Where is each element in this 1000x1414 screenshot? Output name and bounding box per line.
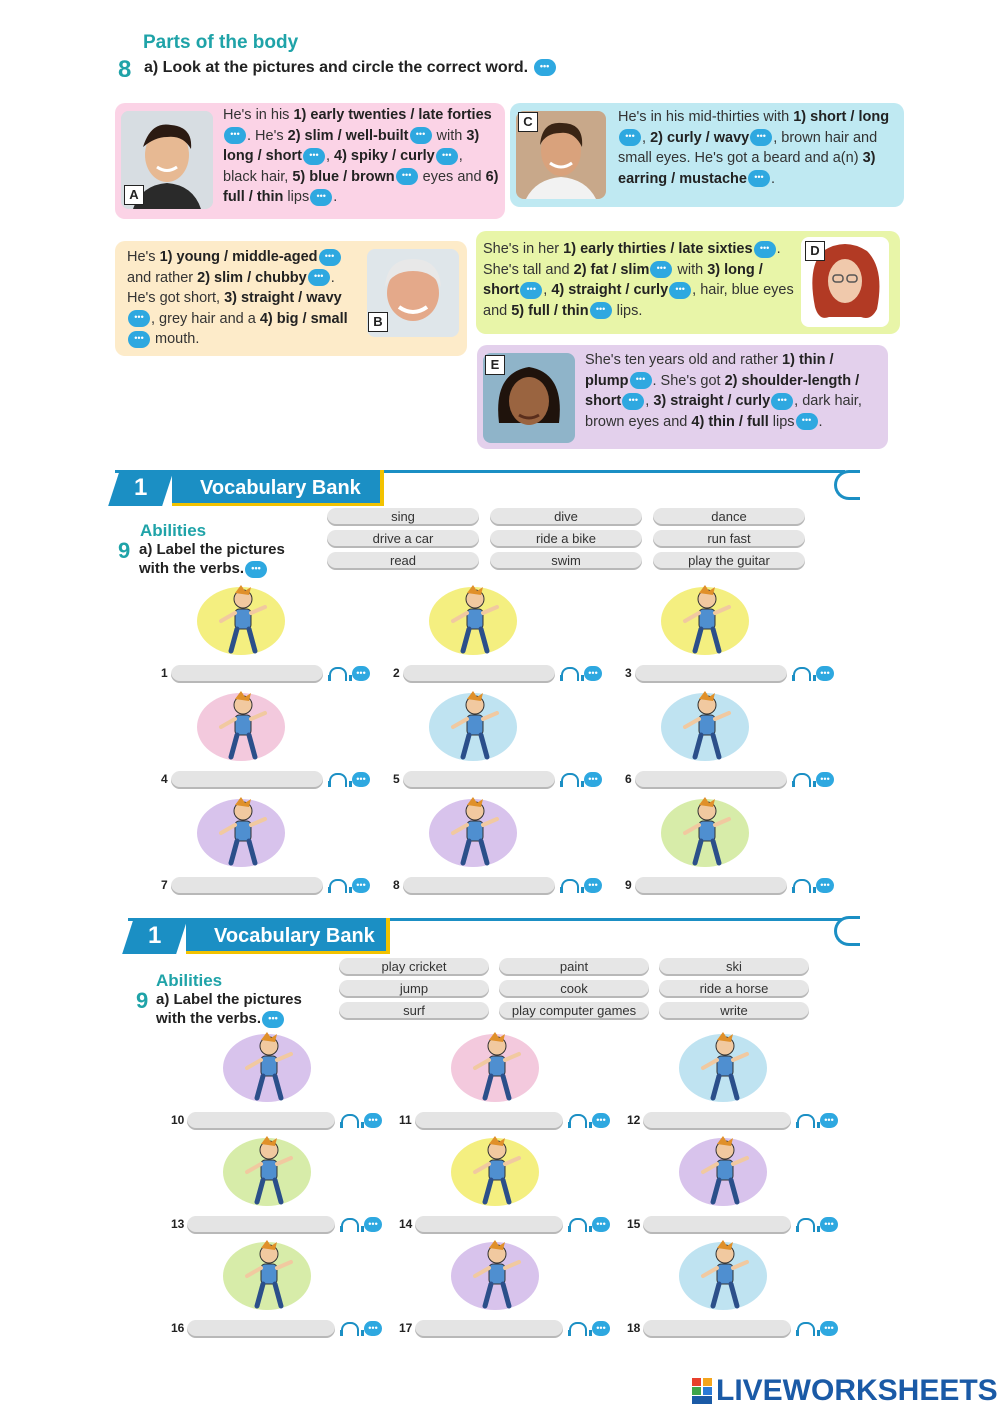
text: He's in his <box>223 107 294 123</box>
text: , <box>325 148 334 164</box>
photo-letter-a: A <box>124 185 144 205</box>
text: , <box>642 129 651 146</box>
item-number: 12 <box>627 1113 641 1127</box>
item-number: 5 <box>393 772 400 786</box>
ellipsis-bubble-icon[interactable] <box>584 772 602 787</box>
text: . He's <box>247 127 288 144</box>
illustration <box>673 1130 773 1210</box>
word-bank-item[interactable]: play cricket <box>339 958 489 976</box>
ellipsis-bubble-icon[interactable] <box>262 1011 284 1028</box>
choice[interactable]: 2) curly / wavy <box>650 129 750 146</box>
instruction-text: a) Look at the pictures and circle the correct word. <box>144 59 529 76</box>
instruction-line: with the verbs.••• <box>139 559 285 578</box>
illustration <box>423 685 523 765</box>
word-bank-item[interactable]: dance <box>653 508 805 526</box>
answer-input[interactable] <box>171 771 323 789</box>
choice[interactable]: 1) short / long <box>793 109 890 125</box>
item-number: 14 <box>399 1217 413 1231</box>
exercise-number: 9 <box>136 988 149 1013</box>
card-d-text <box>483 239 795 321</box>
ellipsis-bubble-icon[interactable] <box>310 189 332 206</box>
headphones-icon[interactable] <box>791 771 811 789</box>
illustration <box>191 685 291 765</box>
ellipsis-bubble-icon[interactable] <box>128 331 150 348</box>
ellipsis-bubble-icon[interactable] <box>592 1113 610 1128</box>
headphones-icon[interactable] <box>559 771 579 789</box>
ellipsis-bubble-icon[interactable] <box>436 148 458 165</box>
exercise-instruction <box>156 990 302 1028</box>
text: lips <box>768 413 795 430</box>
text: , dark hair, brown eyes and <box>585 393 862 430</box>
illustration <box>673 1026 773 1106</box>
word-bank-item[interactable]: swim <box>490 552 642 570</box>
description-card-b <box>115 241 467 356</box>
ellipsis-bubble-icon[interactable] <box>820 1321 838 1336</box>
card-c-text <box>618 107 902 189</box>
text: She's in her <box>483 241 564 257</box>
ellipsis-bubble-icon[interactable] <box>820 1113 838 1128</box>
ellipsis-bubble-icon[interactable] <box>590 302 612 319</box>
answer-input[interactable] <box>635 771 787 789</box>
ellipsis-bubble-icon[interactable] <box>771 393 793 410</box>
word-bank-item[interactable]: run fast <box>653 530 805 548</box>
illustration <box>217 1130 317 1210</box>
ellipsis-bubble-icon[interactable] <box>816 666 834 681</box>
choice[interactable]: 4) spiky / curly <box>334 148 435 164</box>
ellipsis-bubble-icon[interactable] <box>592 1321 610 1336</box>
headphones-icon[interactable] <box>567 1216 587 1234</box>
text: eyes and <box>422 168 486 185</box>
answer-input[interactable] <box>403 771 555 789</box>
liveworksheets-logo-icon <box>692 1378 712 1404</box>
unit-number: 1 <box>122 918 188 954</box>
word-bank-item[interactable]: play the guitar <box>653 552 805 570</box>
text: and rather <box>127 269 198 286</box>
ellipsis-bubble-icon[interactable] <box>520 282 542 299</box>
choice[interactable]: 4) straight / curly <box>551 282 669 298</box>
text: mouth. <box>151 331 200 347</box>
answer-input[interactable] <box>403 665 555 683</box>
text: . She's got <box>652 372 725 389</box>
illustration <box>673 1234 773 1314</box>
item-number: 11 <box>399 1113 412 1127</box>
item-number: 6 <box>625 772 632 786</box>
headphones-icon[interactable] <box>567 1112 587 1130</box>
headphones-icon[interactable] <box>339 1216 359 1234</box>
illustration <box>423 791 523 871</box>
exercise-number: 9 <box>118 538 131 563</box>
word-bank-item[interactable]: ride a bike <box>490 530 642 548</box>
word-bank-item[interactable]: jump <box>339 980 489 998</box>
ellipsis-bubble-icon[interactable] <box>364 1217 382 1232</box>
ellipsis-bubble-icon[interactable] <box>669 282 691 299</box>
illustration <box>423 579 523 659</box>
ellipsis-bubble-icon[interactable] <box>224 127 246 144</box>
ellipsis-bubble-icon[interactable] <box>622 393 644 410</box>
choice[interactable]: 1) young / middle-aged <box>159 249 318 265</box>
illustration <box>191 791 291 871</box>
answer-input[interactable] <box>187 1320 335 1338</box>
answer-input[interactable] <box>187 1216 335 1234</box>
headphones-icon[interactable] <box>791 877 811 895</box>
headphones-icon[interactable] <box>795 1216 815 1234</box>
description-card-a <box>115 103 505 219</box>
word-bank-item[interactable]: ski <box>659 958 809 976</box>
illustration <box>655 685 755 765</box>
choice[interactable]: 3) straight / curly <box>653 393 771 409</box>
item-number: 4 <box>161 772 168 786</box>
item-number: 2 <box>393 666 400 680</box>
headphones-icon[interactable] <box>791 665 811 683</box>
headphones-icon[interactable] <box>559 877 579 895</box>
text: . She's tall and <box>483 241 781 278</box>
ellipsis-bubble-icon[interactable] <box>303 148 325 165</box>
vocab-bank-title: Vocabulary Bank <box>186 918 390 954</box>
word-bank-item[interactable]: dive <box>490 508 642 526</box>
headphones-icon[interactable] <box>795 1112 815 1130</box>
choice[interactable]: 1) early twenties / late forties <box>293 107 492 123</box>
ellipsis-bubble-icon[interactable] <box>319 249 341 266</box>
word-bank-item[interactable]: write <box>659 1002 809 1020</box>
text: , <box>543 282 552 298</box>
exercise-instruction <box>139 540 285 578</box>
answer-input[interactable] <box>171 877 323 895</box>
text: lips. <box>612 302 643 319</box>
ellipsis-bubble-icon[interactable] <box>352 878 370 893</box>
item-number: 10 <box>171 1113 185 1127</box>
answer-input[interactable] <box>635 665 787 683</box>
ellipsis-bubble-icon[interactable] <box>754 241 776 258</box>
item-number: 18 <box>627 1321 641 1335</box>
photo-letter-c: C <box>518 112 538 132</box>
text: . <box>333 189 338 205</box>
choice[interactable]: 5) full / thin <box>511 302 589 319</box>
headphones-icon[interactable] <box>567 1320 587 1338</box>
ellipsis-bubble-icon[interactable] <box>396 168 418 185</box>
word-bank-item[interactable]: surf <box>339 1002 489 1020</box>
word-bank-item[interactable]: read <box>327 552 479 570</box>
item-number: 7 <box>161 878 168 892</box>
ellipsis-bubble-icon[interactable] <box>534 59 556 76</box>
text: . <box>818 413 823 430</box>
choice[interactable]: 2) slim / chubby <box>197 269 307 286</box>
ellipsis-bubble-icon[interactable] <box>820 1217 838 1232</box>
text: lips <box>283 189 310 205</box>
text: , <box>645 393 654 409</box>
instruction-line: with the verbs.••• <box>156 1009 302 1028</box>
illustration <box>655 579 755 659</box>
ellipsis-bubble-icon[interactable] <box>796 413 818 430</box>
text: . He's got short, <box>127 269 335 306</box>
section-title: Parts of the body <box>143 32 299 53</box>
unit-number: 1 <box>108 470 174 506</box>
choice[interactable]: 1) thin / plump <box>585 352 834 389</box>
word-bank-item[interactable]: sing <box>327 508 479 526</box>
liveworksheets-logo: LIVEWORKSHEETS <box>716 1374 998 1407</box>
instruction-line: a) Label the pictures <box>156 991 302 1008</box>
answer-input[interactable] <box>171 665 323 683</box>
choice[interactable]: 3) straight / wavy <box>224 290 342 306</box>
card-a-text <box>223 105 499 208</box>
headphones-icon[interactable] <box>339 1320 359 1338</box>
text: She's ten years old and rather <box>585 352 783 368</box>
ellipsis-bubble-icon[interactable] <box>245 561 267 578</box>
answer-input[interactable] <box>403 877 555 895</box>
close-icon <box>834 916 860 946</box>
photo-letter-b: B <box>368 312 388 332</box>
exercise-number: 8 <box>118 56 132 83</box>
headphones-icon[interactable] <box>559 665 579 683</box>
vocab-bank-title: Vocabulary Bank <box>172 470 384 506</box>
item-number: 15 <box>627 1217 641 1231</box>
answer-input[interactable] <box>415 1112 563 1130</box>
choice[interactable]: 2) shoulder-length / short <box>585 372 860 409</box>
choice[interactable]: 2) slim / well-built <box>287 127 409 144</box>
word-bank-item[interactable]: cook <box>499 980 649 998</box>
illustration <box>217 1234 317 1314</box>
illustration <box>445 1234 545 1314</box>
ellipsis-bubble-icon[interactable] <box>584 666 602 681</box>
ellipsis-bubble-icon[interactable] <box>619 129 641 146</box>
headphones-icon[interactable] <box>327 665 347 683</box>
description-card-c <box>510 103 904 207</box>
answer-input[interactable] <box>415 1320 563 1338</box>
choice[interactable]: 4) big / small <box>259 310 348 327</box>
item-number: 1 <box>161 666 168 680</box>
illustration <box>655 791 755 871</box>
ellipsis-bubble-icon[interactable] <box>364 1113 382 1128</box>
description-card-d <box>476 231 900 334</box>
text: . <box>770 170 775 187</box>
ellipsis-bubble-icon[interactable] <box>364 1321 382 1336</box>
text: , black hair, <box>223 148 463 185</box>
answer-input[interactable] <box>635 877 787 895</box>
headphones-icon[interactable] <box>327 771 347 789</box>
choice[interactable]: 4) thin / full <box>691 413 769 430</box>
item-number: 8 <box>393 878 400 892</box>
ellipsis-bubble-icon[interactable] <box>128 310 150 327</box>
ellipsis-bubble-icon[interactable] <box>592 1217 610 1232</box>
item-number: 9 <box>625 878 632 892</box>
photo-letter-d: D <box>805 241 825 261</box>
item-number: 17 <box>399 1321 413 1335</box>
text: with <box>673 261 708 278</box>
photo-letter-e: E <box>485 355 505 375</box>
answer-input[interactable] <box>643 1216 791 1234</box>
text: He's <box>127 249 160 265</box>
abilities-title: Abilities <box>140 521 207 540</box>
choice[interactable]: 6) full / thin <box>223 168 499 205</box>
word-bank-item[interactable]: drive a car <box>327 530 479 548</box>
answer-input[interactable] <box>187 1112 335 1130</box>
ellipsis-bubble-icon[interactable] <box>352 666 370 681</box>
ellipsis-bubble-icon[interactable] <box>630 372 652 389</box>
item-number: 16 <box>171 1321 185 1335</box>
word-bank-item[interactable]: ride a horse <box>659 980 809 998</box>
item-number: 3 <box>625 666 632 680</box>
text: He's in his mid-thirties with <box>618 109 794 125</box>
description-card-e <box>477 345 888 449</box>
text: , brown hair and small eyes. He's got a beard and a(n) <box>618 129 878 166</box>
choice[interactable]: 2) fat / slim <box>573 261 650 278</box>
ellipsis-bubble-icon[interactable] <box>816 772 834 787</box>
item-number: 13 <box>171 1217 185 1231</box>
choice[interactable]: 3) long / short <box>483 261 763 298</box>
illustration <box>217 1026 317 1106</box>
ellipsis-bubble-icon[interactable] <box>650 261 672 278</box>
card-e-text <box>585 350 879 432</box>
answer-input[interactable] <box>643 1112 791 1130</box>
instruction-line: a) Label the pictures <box>139 541 285 558</box>
text: , hair, blue eyes and <box>483 282 794 319</box>
abilities-title: Abilities <box>156 971 223 990</box>
choice[interactable]: 3) earring / mustache <box>618 150 876 187</box>
ellipsis-bubble-icon[interactable] <box>748 170 770 187</box>
ellipsis-bubble-icon[interactable] <box>308 269 330 286</box>
illustration <box>445 1026 545 1106</box>
headphones-icon[interactable] <box>327 877 347 895</box>
ellipsis-bubble-icon[interactable] <box>352 772 370 787</box>
card-b-text <box>127 247 363 350</box>
choice[interactable]: 5) blue / brown <box>292 168 395 185</box>
ellipsis-bubble-icon[interactable] <box>410 127 432 144</box>
headphones-icon[interactable] <box>795 1320 815 1338</box>
ellipsis-bubble-icon[interactable] <box>816 878 834 893</box>
answer-input[interactable] <box>415 1216 563 1234</box>
answer-input[interactable] <box>643 1320 791 1338</box>
text: , grey hair and a <box>151 310 260 327</box>
choice[interactable]: 1) early thirties / late sixties <box>563 241 753 257</box>
circle-badge-icon <box>834 470 860 500</box>
word-bank-item[interactable]: paint <box>499 958 649 976</box>
illustration <box>191 579 291 659</box>
ellipsis-bubble-icon[interactable] <box>584 878 602 893</box>
word-bank-item[interactable]: play computer games <box>499 1002 649 1020</box>
text: with <box>436 127 467 144</box>
illustration <box>445 1130 545 1210</box>
headphones-icon[interactable] <box>339 1112 359 1130</box>
choice[interactable]: 3) long / short <box>223 127 480 164</box>
ellipsis-bubble-icon[interactable] <box>750 129 772 146</box>
exercise-instruction <box>144 59 557 77</box>
